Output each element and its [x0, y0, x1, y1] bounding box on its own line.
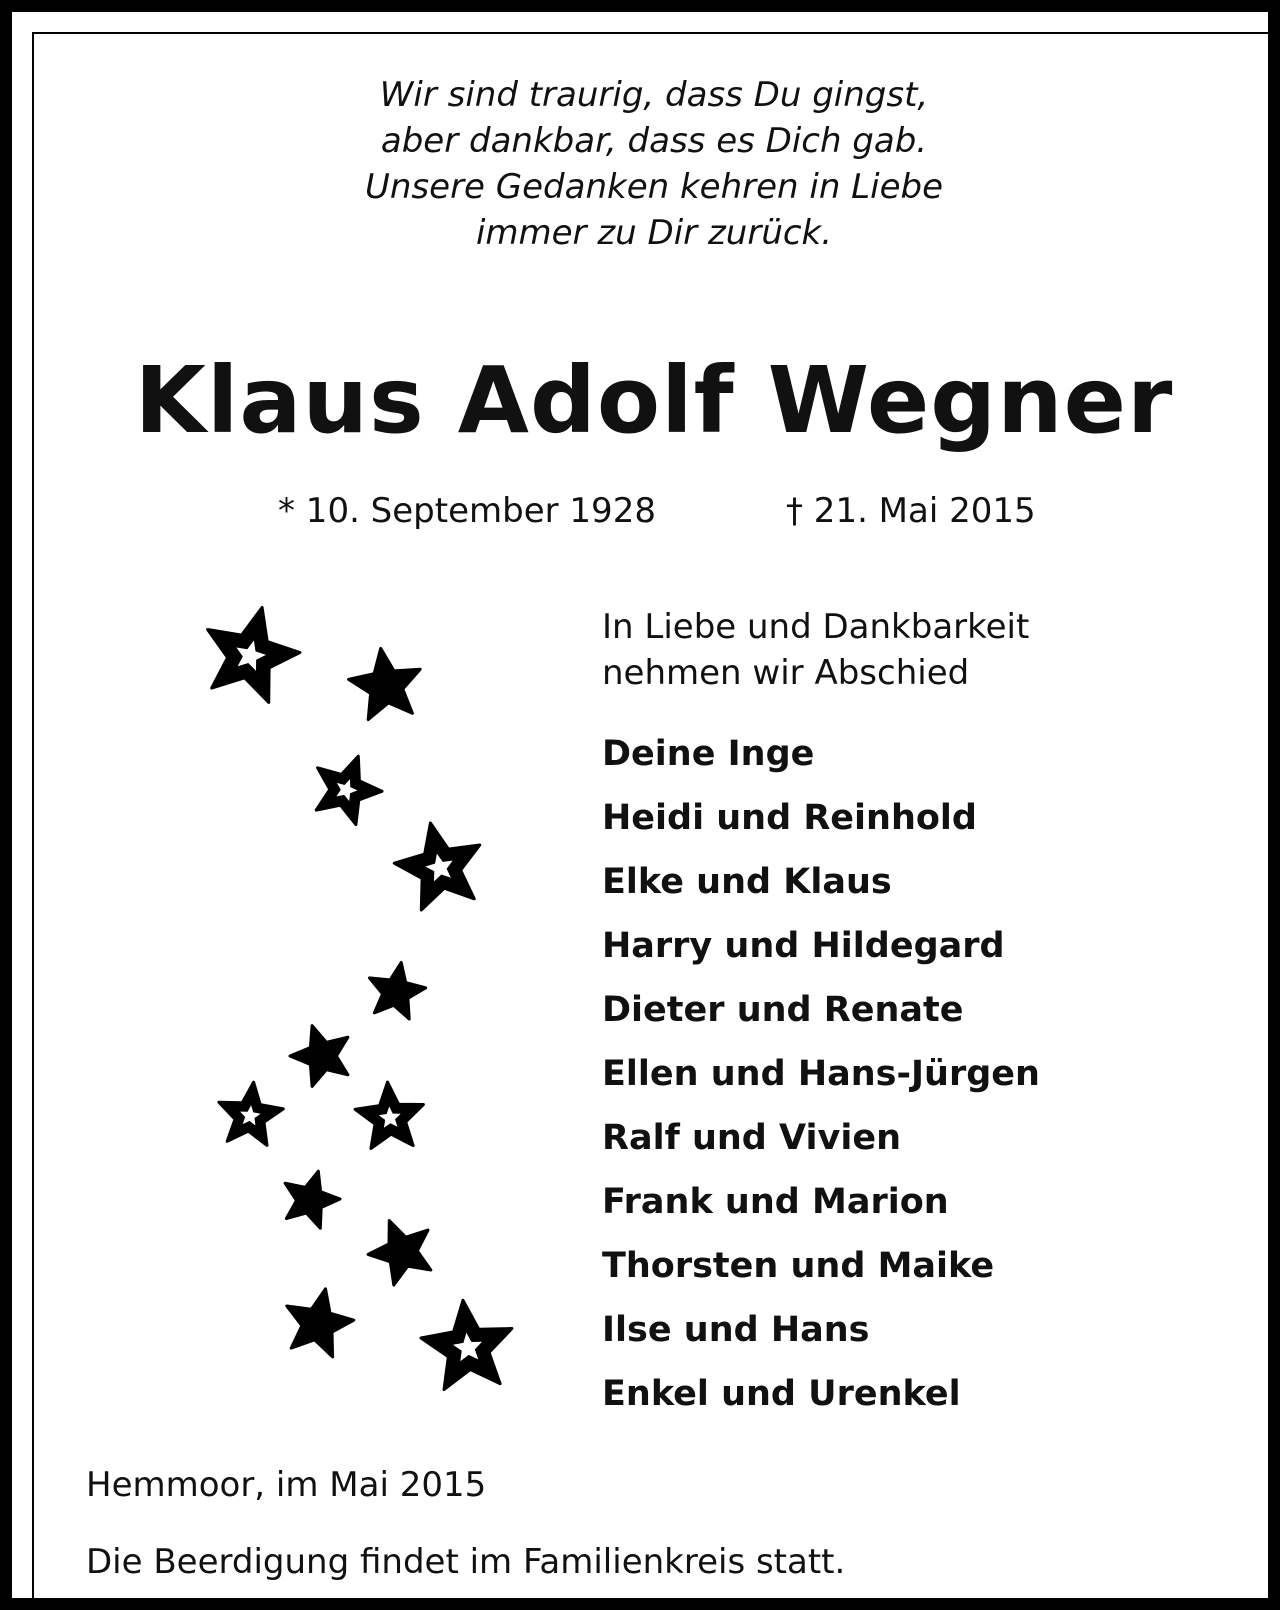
notice-inner-border: [32, 32, 1272, 1602]
place-date: Hemmoor, im Mai 2015: [86, 1465, 487, 1505]
mourner-entry: Heidi und Reinhold: [602, 798, 977, 838]
poem-line: Wir sind traurig, dass Du gingst,: [379, 75, 929, 115]
mourner-entry: Deine Inge: [602, 734, 815, 774]
death-date: † 21. Mai 2015: [786, 491, 1036, 531]
funeral-note: Die Beerdigung findet im Familienkreis statt.: [86, 1542, 846, 1582]
intro-line: In Liebe und Dankbarkeit: [602, 607, 1030, 647]
intro-line: nehmen wir Abschied: [602, 653, 970, 693]
birth-date: * 10. September 1928: [278, 491, 656, 531]
mourner-entry: Ellen und Hans-Jürgen: [602, 1054, 1040, 1094]
mourner-entry: Ilse und Hans: [602, 1310, 870, 1350]
poem-line: aber dankbar, dass es Dich gab.: [380, 121, 928, 161]
mourner-entry: Elke und Klaus: [602, 862, 892, 902]
farewell-intro: [602, 604, 1029, 696]
mourners-list: [602, 722, 1040, 1426]
mourner-entry: Harry und Hildegard: [602, 926, 1005, 966]
star-icon: [290, 1026, 348, 1087]
mourner-entry: Enkel und Urenkel: [602, 1374, 961, 1414]
stars-decoration: [34, 34, 574, 1414]
star-icon: [370, 963, 426, 1020]
mourner-entry: Dieter und Renate: [602, 990, 964, 1030]
poem-line: immer zu Dir zurück.: [475, 213, 833, 253]
poem-line: Unsere Gedanken kehren in Liebe: [365, 167, 943, 207]
star-icon: [349, 648, 421, 719]
mourner-entry: Frank und Marion: [602, 1182, 949, 1222]
star-icon: [285, 1171, 340, 1228]
mourner-entry: Ralf und Vivien: [602, 1118, 901, 1158]
star-icon: [287, 1289, 354, 1357]
mourner-entry: Thorsten und Maike: [602, 1246, 995, 1286]
deceased-name: Klaus Adolf Wegner: [134, 347, 1174, 454]
star-icon: [368, 1221, 431, 1286]
